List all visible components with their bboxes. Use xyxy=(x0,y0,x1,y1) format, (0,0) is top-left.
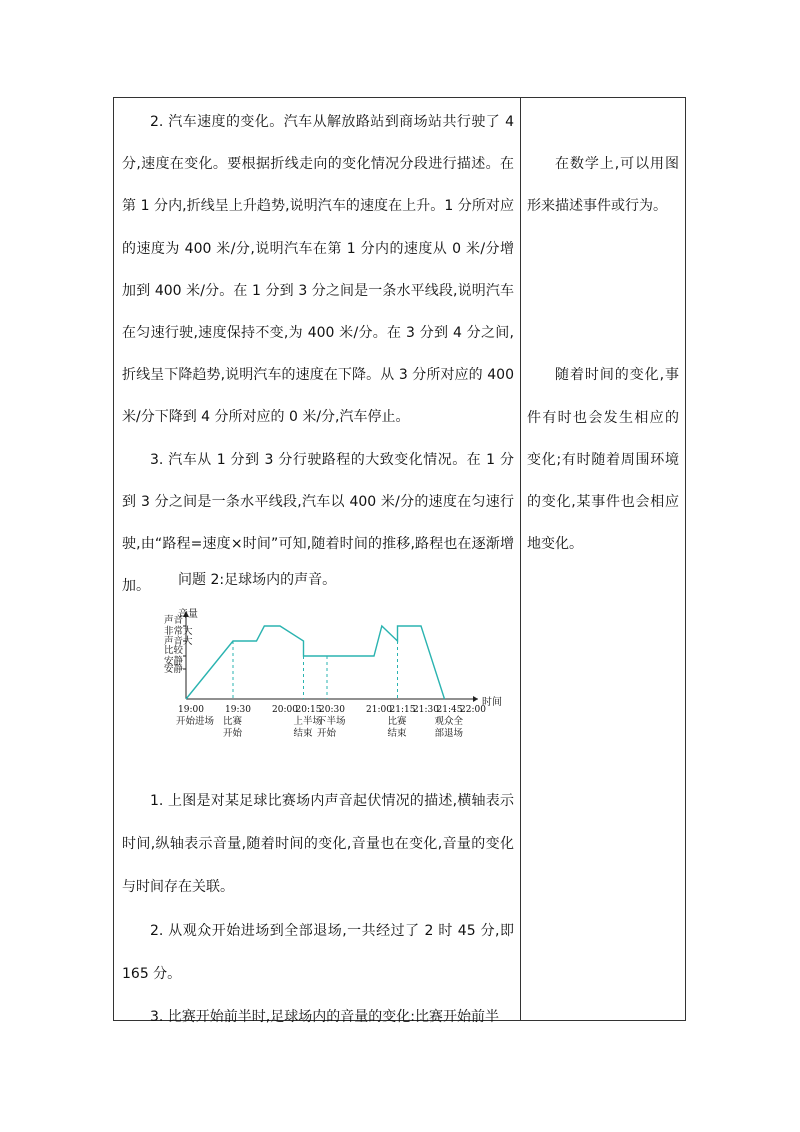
column-divider xyxy=(520,97,521,1021)
x-axis-arrow xyxy=(473,696,478,702)
x-tick-label: 21:45 xyxy=(436,705,463,715)
paragraph-distance-change: 3. 汽车从 1 分到 3 分行驶路程的大致变化情况。在 1 分到 3 分之间是一条水平线段,汽车以 400 米/分的速度在匀速行驶,由“路程=速度×时间”可知,随着时间的推移,路程也在逐渐增加。 xyxy=(122,451,514,595)
paragraph-chart-description: 1. 上图是对某足球比赛场内声音起伏情况的描述,横轴表示时间,纵轴表示音量,随着时间的变化,音量也在变化,音量的变化与时间存在关联。 xyxy=(122,793,514,896)
y-level-label: 声音 xyxy=(164,615,184,626)
x-tick-label: 20:30 xyxy=(319,705,345,715)
x-tick-label: 20:15 xyxy=(295,705,322,715)
x-annotation: 开始 xyxy=(223,728,243,739)
main-column xyxy=(122,101,514,607)
x-annotation: 比赛 xyxy=(223,716,243,727)
x-tick-label: 21:00 xyxy=(366,705,392,715)
x-tick-label: 21:15 xyxy=(389,705,416,715)
x-annotation: 结束 xyxy=(293,728,313,739)
paragraph-speed-change: 2. 汽车速度的变化。汽车从解放路站到商场站共行驶了 4 分,速度在变化。要根据折线走向的变化情况分段进行描述。在第 1 分内,折线呈上升趋势,说明汽车的速度在上升。1 分所对应的速度为 400 米/分,说明汽车在第 1 分内的速度从 0 米/分增加到 400 米/分。在 1 分到 3 分之间是一条水平线段,说明汽车在匀速行驶,速度保持不变,为 400 米/分。在 3 分到 4 分之间,折线呈下降趋势,说明汽车的速度在下降。从 3 分所对应的 400 米/分下降到 4 分所对应的 0 米/分,汽车停止。 xyxy=(122,114,514,426)
y-level-label: 安静 xyxy=(164,656,184,667)
y-level-label: 声音大 xyxy=(164,636,193,647)
x-annotation: 比赛 xyxy=(387,716,407,727)
sound-volume-chart xyxy=(158,603,514,745)
question-2-title: 问题 2:足球场内的声音。 xyxy=(178,572,337,588)
main-column-lower xyxy=(122,780,514,1039)
x-annotation: 部退场 xyxy=(434,728,464,739)
y-level-label: 安静 xyxy=(164,664,184,675)
y-level-label: 非常大 xyxy=(164,626,193,637)
x-annotation: 观众全 xyxy=(434,716,464,727)
x-tick-label: 19:30 xyxy=(225,705,251,715)
paragraph-half-time: 3. 比赛开始前半时,足球场内的音量的变化:比赛开始前半 xyxy=(150,1009,499,1026)
y-axis-label: 音量 xyxy=(178,609,198,620)
x-tick-label: 21:30 xyxy=(413,705,439,715)
side-note-change: 随着时间的变化,事件有时也会发生相应的变化;有时随着周围环境的变化,某事件也会相应地变化。 xyxy=(527,367,679,553)
x-tick-label: 22:00 xyxy=(460,705,486,715)
x-annotation: 开始进场 xyxy=(176,716,215,727)
x-tick-label: 19:00 xyxy=(178,705,204,715)
side-note-graph: 在数学上,可以用图形来描述事件或行为。 xyxy=(527,156,679,215)
x-tick-label: 20:00 xyxy=(272,705,298,715)
y-level-label: 比较 xyxy=(164,645,184,656)
x-axis-label: 时间 xyxy=(482,697,502,708)
side-notes xyxy=(527,101,679,565)
x-annotation: 结束 xyxy=(387,728,407,739)
volume-line xyxy=(186,626,445,699)
paragraph-total-time: 2. 从观众开始进场到全部退场,一共经过了 2 时 45 分,即 165 分。 xyxy=(122,922,514,982)
x-annotation: 下半场 xyxy=(317,716,346,727)
x-annotation: 上半场 xyxy=(293,716,323,727)
x-annotation: 开始 xyxy=(317,728,337,739)
